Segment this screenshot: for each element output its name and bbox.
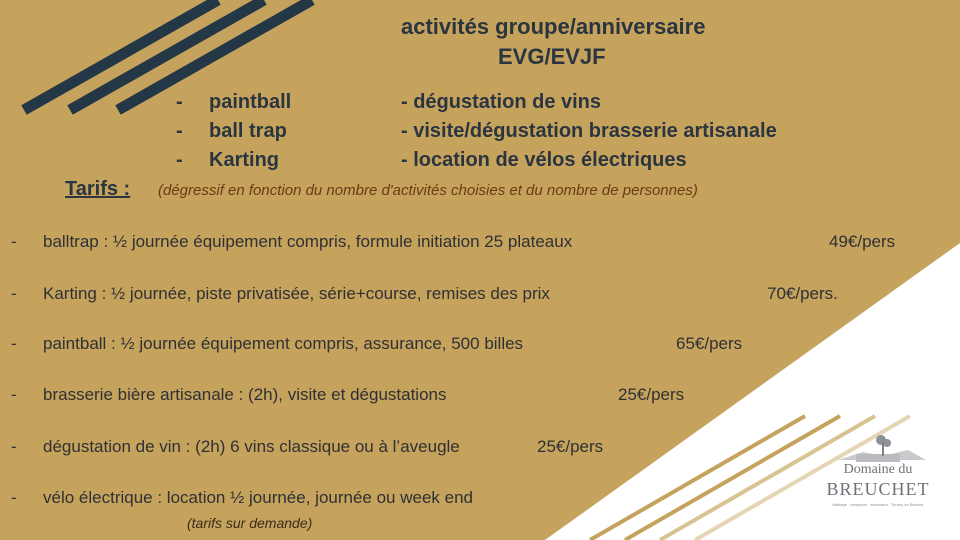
tarifs-heading: Tarifs : — [65, 178, 131, 200]
item-dash: - — [11, 334, 17, 353]
activity-bullet: - — [176, 91, 183, 113]
activity-wine-tasting: - dégustation de vins — [401, 91, 602, 113]
activity-ball-trap: ball trap — [209, 120, 287, 142]
item-brewery: brasserie bière artisanale : (2h), visite et dégustations — [43, 385, 447, 404]
item-balltrap: balltrap : ½ journée équipement compris, formule initiation 25 plateaux — [43, 232, 573, 251]
item-dash: - — [11, 385, 17, 404]
footer-note: (tarifs sur demande) — [187, 515, 313, 531]
item-wine-tasting: dégustation de vin : (2h) 6 vins classique ou à l’aveugle — [43, 437, 460, 456]
title-line-1: activités groupe/anniversaire — [401, 14, 706, 39]
price-balltrap: 49€/pers — [829, 232, 896, 251]
logo-line-2: BREUCHET — [826, 479, 930, 499]
item-paintball: paintball : ½ journée équipement compris, assurance, 500 billes — [43, 334, 524, 353]
title-line-2: EVG/EVJF — [498, 44, 606, 69]
item-dash: - — [11, 232, 17, 251]
price-wine-tasting: 25€/pers — [537, 437, 604, 456]
activity-bullet: - — [176, 120, 183, 142]
estate-icon — [808, 430, 948, 464]
item-karting: Karting : ½ journée, piste privatisée, série+course, remises des prix — [43, 284, 550, 303]
item-dash: - — [11, 284, 17, 303]
activity-karting: Karting — [209, 149, 279, 171]
activity-bullet: - — [176, 149, 183, 171]
item-ebike: vélo électrique : location ½ journée, journée ou week end — [43, 488, 474, 507]
price-brewery: 25€/pers — [618, 385, 685, 404]
logo-line-1: Domaine du — [843, 462, 913, 477]
activity-ebike: - location de vélos électriques — [401, 149, 687, 171]
activity-paintball: paintball — [209, 91, 292, 113]
item-dash: - — [11, 437, 17, 456]
dark-stripe-1 — [24, 0, 218, 110]
price-karting: 70€/pers. — [767, 284, 838, 303]
logo-tagline: Mariage · réception · séminaire · Tourny en Brévine — [832, 502, 924, 507]
domaine-logo — [808, 430, 948, 520]
activity-brewery: - visite/dégustation brasserie artisanale — [401, 120, 777, 142]
item-dash: - — [11, 488, 17, 507]
price-paintball: 65€/pers — [676, 334, 743, 353]
tarifs-note: (dégressif en fonction du nombre d'activités choisies et du nombre de personnes) — [158, 182, 698, 199]
